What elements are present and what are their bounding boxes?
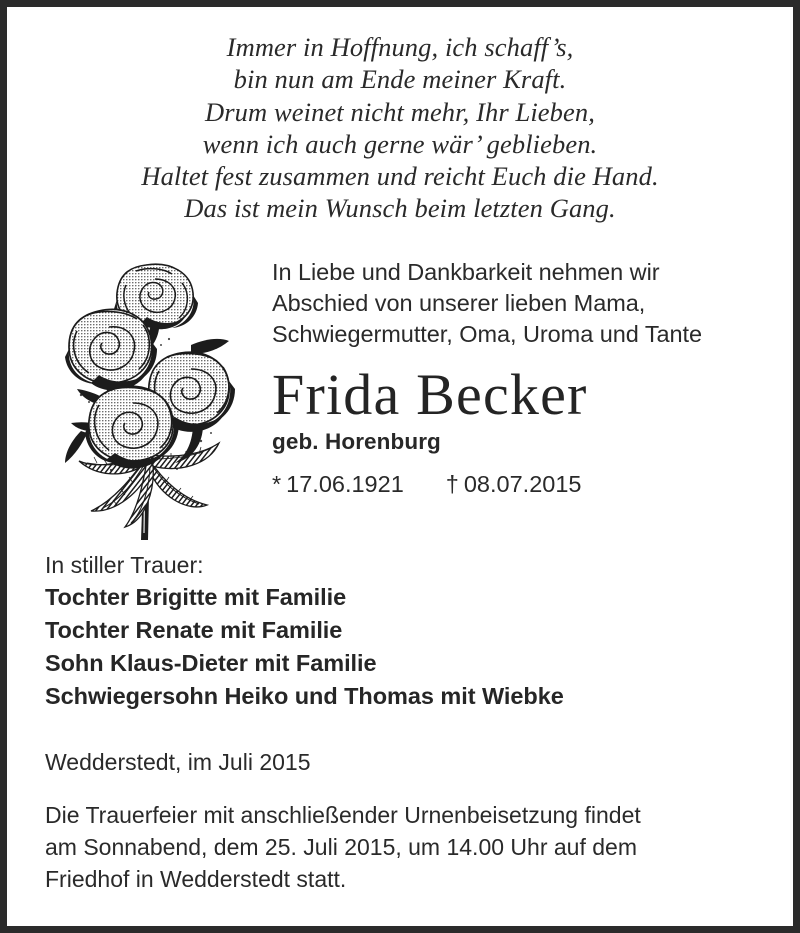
birth-date-value: 17.06.1921: [286, 470, 404, 497]
birth-star-icon: *: [272, 470, 282, 497]
mourners-block: [7, 545, 793, 713]
memorial-main-block: [7, 243, 793, 545]
death-date: [446, 471, 582, 497]
dedication-block: [272, 257, 769, 498]
deceased-maiden-name: geb. Horenburg: [272, 428, 441, 454]
poem-line: Haltet fest zusammen und reicht Euch die Hand.: [141, 161, 659, 192]
funeral-details-line: Die Trauerfeier mit anschließender Urnenbeisetzung findet: [45, 801, 641, 828]
funeral-details: [7, 777, 793, 895]
dedication-line: Abschied von unserer lieben Mama,: [272, 289, 646, 316]
deceased-name: Frida Becker: [272, 361, 588, 427]
mourner-name: Schwiegersohn Heiko und Thomas mit Wiebke: [45, 682, 564, 709]
death-cross-icon: †: [445, 470, 459, 497]
poem-line: Das ist mein Wunsch beim letzten Gang.: [184, 193, 616, 224]
funeral-details-line: Friedhof in Wedderstedt statt.: [45, 865, 347, 892]
poem-line: bin nun am Ende meiner Kraft.: [233, 64, 567, 95]
mourner-name: Tochter Renate mit Familie: [45, 616, 343, 643]
mourner-name: Tochter Brigitte mit Familie: [45, 583, 347, 610]
dedication-line: Schwiegermutter, Oma, Uroma und Tante: [272, 320, 703, 347]
poem-line: Immer in Hoffnung, ich schaff’s,: [226, 32, 574, 62]
mourners-intro: In stiller Trauer:: [45, 551, 204, 578]
place-and-date: Wedderstedt, im Juli 2015: [45, 748, 311, 775]
poem-line: Drum weinet nicht mehr, Ihr Lieben,: [205, 96, 595, 127]
memorial-poem: [7, 7, 793, 225]
poem-line: wenn ich auch gerne wär’ geblieben.: [202, 128, 598, 159]
dedication-line: In Liebe und Dankbarkeit nehmen wir: [272, 258, 660, 285]
funeral-details-line: am Sonnabend, dem 25. Juli 2015, um 14.00 Uhr auf dem: [45, 833, 637, 860]
mourner-name: Sohn Klaus-Dieter mit Familie: [45, 649, 377, 676]
life-dates: [272, 470, 769, 498]
birth-date: [272, 471, 404, 497]
rose-bouquet-icon: [51, 255, 241, 540]
death-date-value: 08.07.2015: [463, 470, 582, 497]
